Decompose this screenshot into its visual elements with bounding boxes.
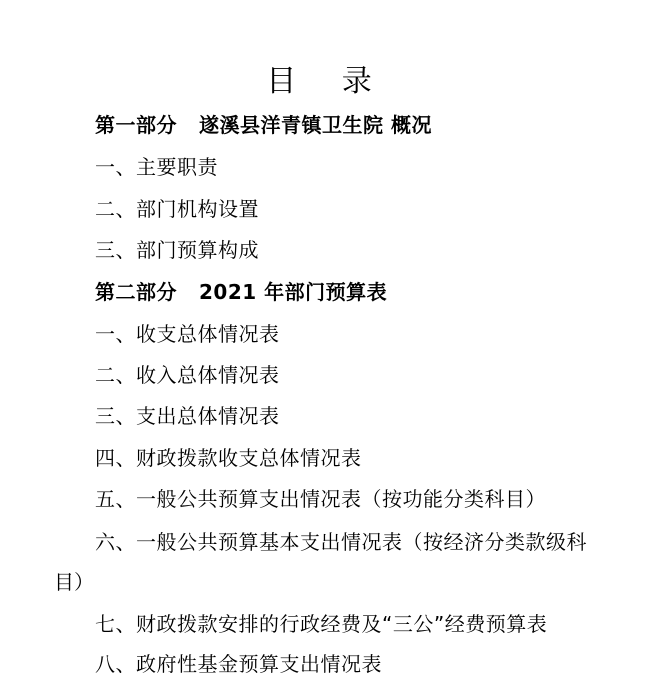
toc-item: 一、收支总体情况表 <box>95 322 280 346</box>
part1-label: 第一部分 <box>95 113 177 137</box>
part1-heading <box>95 111 432 139</box>
part2-heading <box>95 278 387 306</box>
toc-item: 一、主要职责 <box>95 155 218 179</box>
toc-item: 七、财政拨款安排的行政经费及“三公”经费预算表 <box>95 612 548 636</box>
toc-item: 四、财政拨款收支总体情况表 <box>95 446 362 470</box>
part1-name: 遂溪县洋青镇卫生院 概况 <box>199 113 432 137</box>
toc-item-continuation: 目） <box>54 570 94 594</box>
part2-name: 2021 年部门预算表 <box>199 280 388 304</box>
toc-item: 五、一般公共预算支出情况表（按功能分类科目） <box>95 487 546 511</box>
toc-item: 二、部门机构设置 <box>95 197 259 221</box>
toc-title: 目 录 <box>266 64 390 99</box>
toc-item: 六、一般公共预算基本支出情况表（按经济分类款级科 <box>95 530 587 554</box>
toc-item: 三、支出总体情况表 <box>95 404 280 428</box>
toc-item: 二、收入总体情况表 <box>95 363 280 387</box>
toc-item: 八、政府性基金预算支出情况表 <box>95 652 382 676</box>
part2-label: 第二部分 <box>95 280 177 304</box>
toc-item: 三、部门预算构成 <box>95 238 259 262</box>
